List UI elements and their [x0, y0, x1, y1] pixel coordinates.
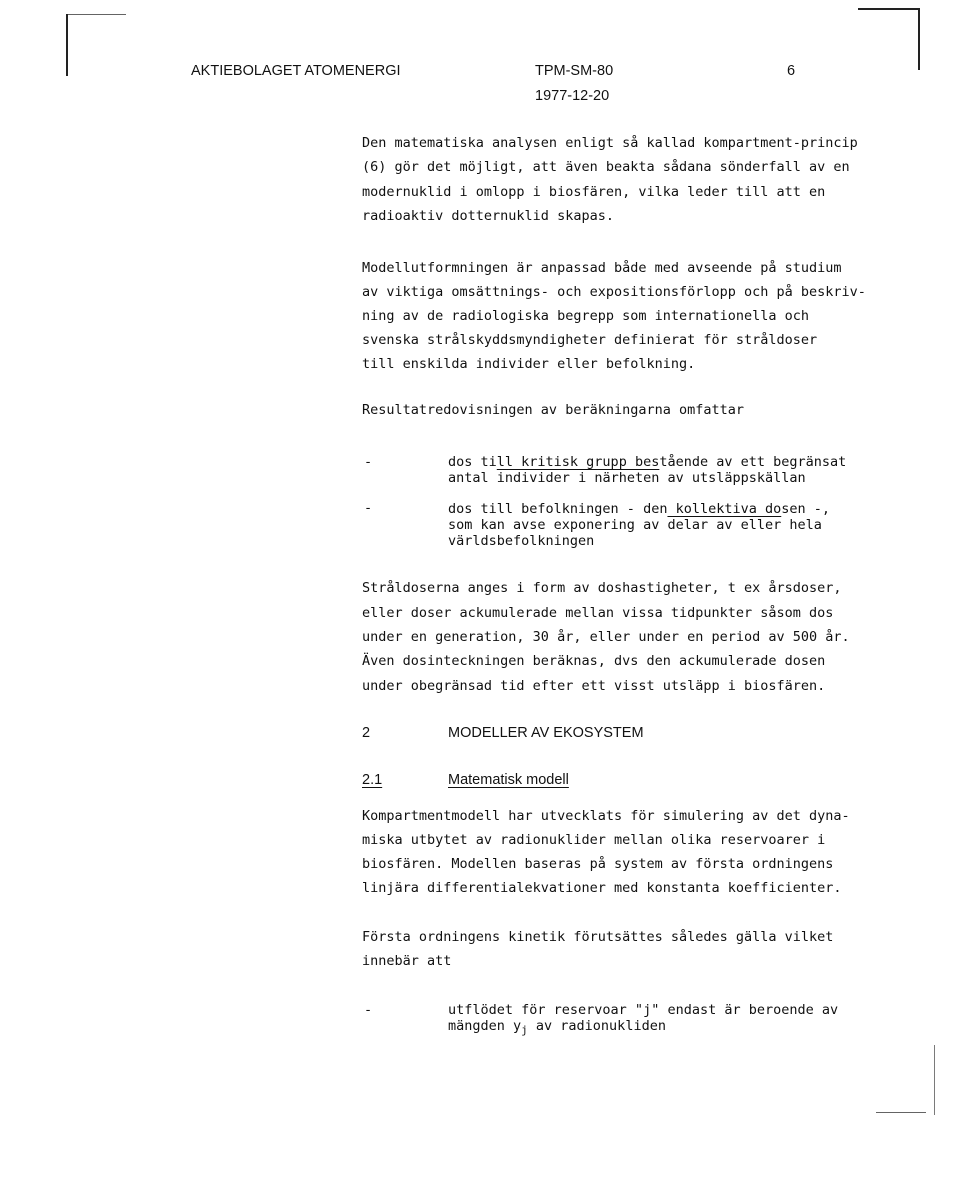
model-line: linjära differentialekvationer med konstanta koefficienter.	[362, 880, 842, 896]
design-line: av viktiga omsättnings- och expositionsförlopp och på beskriv-	[362, 284, 866, 300]
subscript-j: j	[521, 1023, 528, 1037]
document-date: 1977-12-20	[535, 88, 610, 104]
result-item-2-line-1	[448, 503, 830, 517]
term-eller: eller	[740, 517, 782, 533]
text-fragment: bestående av ett begränsat	[626, 454, 847, 470]
kinetics-line: Första ordningens kinetik förutsättes således gälla vilket	[362, 929, 834, 945]
page-number: 6	[787, 63, 796, 79]
text-fragment: dos till	[448, 454, 522, 470]
results-intro: Resultatredovisningen av beräkningarna omfattar	[362, 402, 745, 418]
design-line: till enskilda individer eller befolkning.	[362, 356, 696, 372]
model-line: Kompartmentmodell har utvecklats för simulering av det dyna-	[362, 808, 850, 824]
corner-mark-top-left-h	[66, 14, 126, 15]
company-name: AKTIEBOLAGET ATOMENERGI	[191, 63, 401, 79]
text-fragment: dos till befolkningen - den	[448, 501, 676, 517]
scan-mark-bottom-right	[876, 1112, 926, 1113]
list-dash: -	[364, 500, 373, 516]
intro-line: (6) gör det möjligt, att även beakta sådana sönderfall av en	[362, 159, 850, 175]
intro-line: modernuklid i omlopp i biosfären, vilka leder till att en	[362, 184, 826, 200]
kinetics-item-line-2	[448, 1020, 666, 1036]
term-narheten: närheten	[594, 470, 660, 486]
design-line: Modellutformningen är anpassad både med avseende på studium	[362, 260, 842, 276]
text-fragment: dosen -,	[756, 501, 831, 517]
scan-mark-right	[934, 1045, 935, 1115]
intro-line: radioaktiv dotternuklid skapas.	[362, 208, 614, 224]
term-delar: delar	[667, 517, 709, 533]
design-line: ning av de radiologiska begrepp som internationella och	[362, 308, 810, 324]
section-2-1-number: 2.1	[362, 772, 383, 788]
list-dash: -	[364, 454, 373, 470]
section-2-1-title: Matematisk modell	[448, 772, 569, 788]
intro-line: Den matematiska analysen enligt så kallad kompartment-princip	[362, 135, 858, 151]
kinetics-item-line-1: utflödet för reservoar "j" endast är beroende av	[448, 1002, 839, 1018]
text-fragment: av utsläppskällan	[659, 470, 806, 486]
doses-line: eller doser ackumulerade mellan vissa tidpunkter såsom dos	[362, 605, 834, 621]
kinetics-line: innebär att	[362, 953, 452, 969]
corner-mark-top-right	[918, 8, 920, 70]
design-line: svenska strålskyddsmyndigheter definierat för stråldoser	[362, 332, 818, 348]
list-dash: -	[364, 1002, 373, 1018]
doses-line: Även dosinteckningen beräknas, dvs den ackumulerade dosen	[362, 653, 826, 669]
text-fragment: av radionukliden	[527, 1018, 666, 1034]
document-id: TPM-SM-80	[535, 63, 614, 79]
text-fragment: som kan avse exponering av	[448, 517, 668, 533]
section-2-number: 2	[362, 725, 371, 741]
corner-mark-top-left	[66, 14, 68, 76]
text-fragment: mängden y	[448, 1018, 522, 1034]
text-fragment: hela	[781, 517, 822, 533]
section-2-title: MODELLER AV EKOSYSTEM	[448, 725, 644, 741]
corner-mark-top-right-h	[858, 8, 920, 10]
doses-line: under en generation, 30 år, eller under en period av 500 år.	[362, 629, 850, 645]
doses-line: Stråldoserna anges i form av doshastigheter, t ex årsdoser,	[362, 580, 842, 596]
model-line: miska utbytet av radionuklider mellan olika reservoarer i	[362, 832, 826, 848]
result-item-2-line-3: världsbefolkningen	[448, 533, 595, 549]
term-kollektiva: kollektiva	[675, 501, 757, 517]
result-item-1-line-1	[448, 456, 846, 470]
doses-line: under obegränsad tid efter ett visst utsläpp i biosfären.	[362, 678, 826, 694]
text-fragment: av	[708, 517, 741, 533]
text-fragment: i	[569, 470, 595, 486]
result-item-2-line-2	[448, 519, 822, 533]
text-fragment: antal	[448, 470, 497, 486]
model-line: biosfären. Modellen baseras på system av första ordningens	[362, 856, 834, 872]
term-individer: individer	[496, 470, 570, 486]
result-item-1-line-2	[448, 472, 806, 486]
term-kritisk-grupp: kritisk grupp	[521, 454, 627, 470]
